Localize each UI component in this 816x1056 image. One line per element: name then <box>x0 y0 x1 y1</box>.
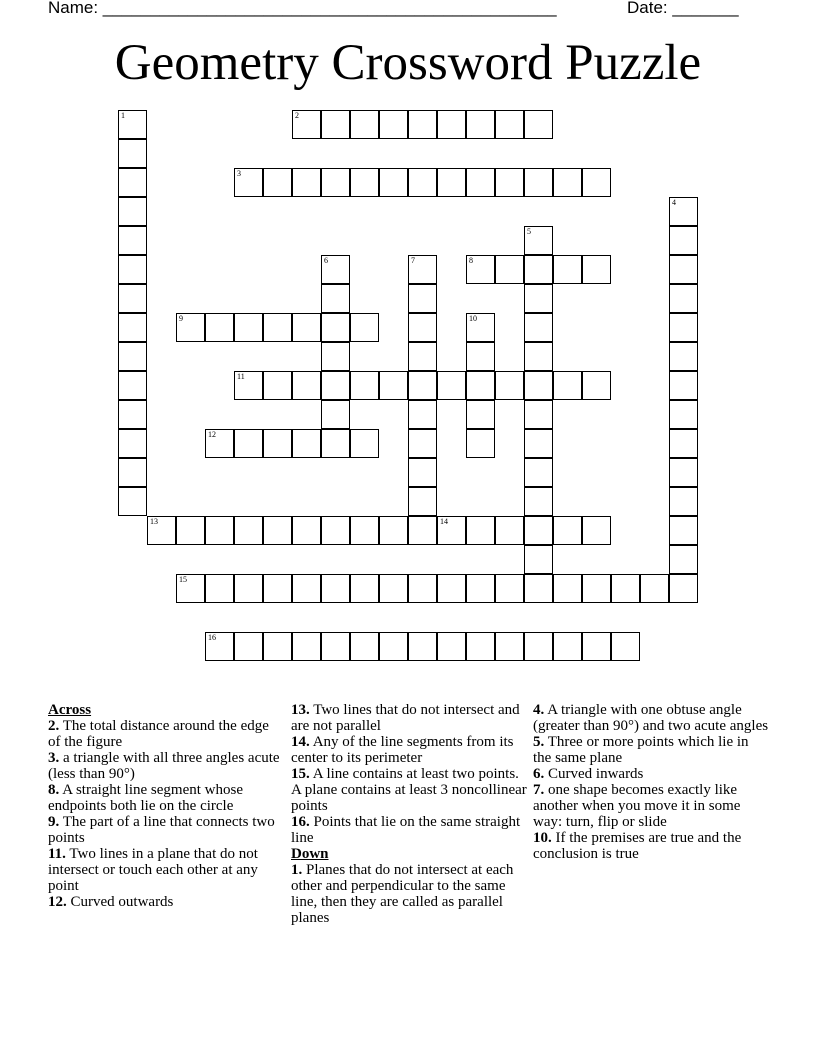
grid-cell[interactable] <box>321 371 350 400</box>
grid-cell[interactable] <box>350 110 379 139</box>
grid-cell[interactable] <box>379 632 408 661</box>
grid-cell[interactable] <box>524 342 553 371</box>
grid-cell[interactable] <box>292 632 321 661</box>
clues-column-1 <box>48 702 284 910</box>
grid-cell[interactable] <box>524 313 553 342</box>
clues-column-2 <box>291 702 527 926</box>
grid-cell[interactable] <box>524 429 553 458</box>
grid-cell[interactable] <box>292 516 321 545</box>
grid-cell[interactable] <box>263 168 292 197</box>
grid-cell[interactable] <box>553 168 582 197</box>
grid-cell[interactable] <box>234 313 263 342</box>
grid-cell[interactable] <box>524 632 553 661</box>
grid-cell[interactable] <box>234 168 263 197</box>
grid-cell[interactable] <box>118 226 147 255</box>
grid-cell[interactable] <box>669 313 698 342</box>
grid-cell[interactable] <box>408 284 437 313</box>
clue-text: Curved outwards <box>70 894 174 910</box>
grid-cell[interactable] <box>582 255 611 284</box>
grid-cell[interactable] <box>582 371 611 400</box>
grid-cell[interactable] <box>118 400 147 429</box>
grid-cell[interactable] <box>408 574 437 603</box>
grid-cell[interactable] <box>408 342 437 371</box>
grid-cell[interactable] <box>118 429 147 458</box>
grid-cell[interactable] <box>350 516 379 545</box>
grid-cell[interactable] <box>669 255 698 284</box>
grid-cell[interactable] <box>350 371 379 400</box>
cell-number: 16 <box>208 633 216 642</box>
grid-cell[interactable] <box>437 516 466 545</box>
cell-number: 4 <box>672 198 676 207</box>
grid-cell[interactable] <box>379 574 408 603</box>
grid-cell[interactable] <box>466 429 495 458</box>
cell-number: 5 <box>527 227 531 236</box>
clue-across-9 <box>48 814 284 846</box>
grid-cell[interactable] <box>553 632 582 661</box>
grid-cell[interactable] <box>611 574 640 603</box>
cell-number: 14 <box>440 517 448 526</box>
grid-cell[interactable] <box>495 110 524 139</box>
grid-cell[interactable] <box>321 110 350 139</box>
grid-cell[interactable] <box>582 516 611 545</box>
grid-cell[interactable] <box>408 313 437 342</box>
clue-across-12 <box>48 894 284 910</box>
grid-cell[interactable] <box>466 342 495 371</box>
clue-down-1 <box>291 862 527 926</box>
cell-number: 15 <box>179 575 187 584</box>
clue-across-13 <box>291 702 527 734</box>
grid-cell[interactable] <box>553 516 582 545</box>
clue-number: 9. <box>48 814 60 830</box>
clue-text: Planes that do not intersect at each other and perpendicular to the same line, then they are called as parallel planes <box>291 862 514 926</box>
grid-cell[interactable] <box>379 371 408 400</box>
grid-cell[interactable] <box>408 458 437 487</box>
grid-cell[interactable] <box>437 574 466 603</box>
grid-cell[interactable] <box>234 429 263 458</box>
clue-across-11 <box>48 846 284 894</box>
clue-across-15 <box>291 766 527 814</box>
grid-cell[interactable] <box>437 168 466 197</box>
cell-number: 9 <box>179 314 183 323</box>
grid-cell[interactable] <box>669 429 698 458</box>
grid-cell[interactable] <box>582 632 611 661</box>
grid-cell[interactable] <box>408 110 437 139</box>
grid-cell[interactable] <box>640 574 669 603</box>
grid-cell[interactable] <box>176 574 205 603</box>
clue-text: The part of a line that connects two points <box>48 814 275 846</box>
clue-text: If the premises are true and the conclusion is true <box>533 830 742 862</box>
grid-cell[interactable] <box>234 516 263 545</box>
clue-number: 1. <box>291 862 303 878</box>
grid-cell[interactable] <box>379 168 408 197</box>
clue-text: A straight line segment whose endpoints both lie on the circle <box>48 782 243 814</box>
clue-text: a triangle with all three angles acute (less than 90°) <box>48 750 280 782</box>
cell-number: 11 <box>237 372 245 381</box>
grid-cell[interactable] <box>408 400 437 429</box>
grid-cell[interactable] <box>669 226 698 255</box>
page-title: Geometry Crossword Puzzle <box>114 35 702 91</box>
clue-across-3 <box>48 750 284 782</box>
date-field-label[interactable]: Date: _______ <box>627 0 739 17</box>
grid-cell[interactable] <box>350 429 379 458</box>
grid-cell[interactable] <box>321 574 350 603</box>
grid-cell[interactable] <box>118 342 147 371</box>
grid-cell[interactable] <box>466 574 495 603</box>
grid-cell[interactable] <box>495 371 524 400</box>
clue-text: one shape becomes exactly like another when you move it in some way: turn, flip or slide <box>533 782 741 830</box>
grid-cell[interactable] <box>437 632 466 661</box>
grid-cell[interactable] <box>176 516 205 545</box>
grid-cell[interactable] <box>321 255 350 284</box>
grid-cell[interactable] <box>553 255 582 284</box>
grid-cell[interactable] <box>495 632 524 661</box>
grid-cell[interactable] <box>118 284 147 313</box>
clue-number: 12. <box>48 894 67 910</box>
grid-cell[interactable] <box>524 226 553 255</box>
grid-cell[interactable] <box>350 632 379 661</box>
grid-cell[interactable] <box>524 545 553 574</box>
grid-cell[interactable] <box>263 632 292 661</box>
grid-cell[interactable] <box>669 458 698 487</box>
grid-cell[interactable] <box>495 516 524 545</box>
grid-cell[interactable] <box>205 429 234 458</box>
clue-number: 15. <box>291 766 310 782</box>
grid-cell[interactable] <box>408 371 437 400</box>
grid-cell[interactable] <box>495 255 524 284</box>
grid-cell[interactable] <box>350 574 379 603</box>
clue-down-4 <box>533 702 769 734</box>
clue-number: 2. <box>48 718 60 734</box>
grid-cell[interactable] <box>466 168 495 197</box>
grid-cell[interactable] <box>611 632 640 661</box>
grid-cell[interactable] <box>495 168 524 197</box>
grid-cell[interactable] <box>263 371 292 400</box>
grid-cell[interactable] <box>147 516 176 545</box>
grid-cell[interactable] <box>408 487 437 516</box>
clue-number: 7. <box>533 782 545 798</box>
grid-cell[interactable] <box>379 516 408 545</box>
grid-cell[interactable] <box>118 168 147 197</box>
grid-cell[interactable] <box>118 487 147 516</box>
grid-cell[interactable] <box>495 574 524 603</box>
grid-cell[interactable] <box>263 516 292 545</box>
grid-cell[interactable] <box>466 313 495 342</box>
clue-across-16 <box>291 814 527 846</box>
grid-cell[interactable] <box>669 487 698 516</box>
grid-cell[interactable] <box>379 110 408 139</box>
clue-number: 11. <box>48 846 66 862</box>
clue-across-2 <box>48 718 284 750</box>
name-field-label[interactable]: Name: ________________________________________________ <box>48 0 557 17</box>
cell-number: 2 <box>295 111 299 120</box>
grid-cell[interactable] <box>524 487 553 516</box>
grid-cell[interactable] <box>118 197 147 226</box>
clue-text: A triangle with one obtuse angle (greater than 90°) and two acute angles <box>533 702 769 734</box>
grid-cell[interactable] <box>408 632 437 661</box>
grid-cell[interactable] <box>205 574 234 603</box>
grid-cell[interactable] <box>321 516 350 545</box>
grid-cell[interactable] <box>292 574 321 603</box>
grid-cell[interactable] <box>669 197 698 226</box>
grid-cell[interactable] <box>669 545 698 574</box>
clue-down-7 <box>533 782 769 830</box>
grid-cell[interactable] <box>466 110 495 139</box>
cell-number: 1 <box>121 111 125 120</box>
grid-cell[interactable] <box>524 371 553 400</box>
grid-cell[interactable] <box>263 574 292 603</box>
grid-cell[interactable] <box>350 313 379 342</box>
grid-cell[interactable] <box>118 139 147 168</box>
clue-text: Points that lie on the same straight line <box>291 814 521 846</box>
cell-number: 6 <box>324 256 328 265</box>
clue-across-14 <box>291 734 527 766</box>
clue-number: 10. <box>533 830 552 846</box>
grid-cell[interactable] <box>669 574 698 603</box>
grid-cell[interactable] <box>292 168 321 197</box>
down-heading: Down <box>291 846 329 862</box>
grid-cell[interactable] <box>408 255 437 284</box>
clue-number: 5. <box>533 734 545 750</box>
grid-cell[interactable] <box>118 110 147 139</box>
grid-cell[interactable] <box>118 371 147 400</box>
grid-cell[interactable] <box>118 458 147 487</box>
clue-number: 3. <box>48 750 60 766</box>
grid-cell[interactable] <box>524 574 553 603</box>
across-heading: Across <box>48 702 92 718</box>
grid-cell[interactable] <box>321 342 350 371</box>
clue-text: Curved inwards <box>548 766 644 782</box>
grid-cell[interactable] <box>321 632 350 661</box>
grid-cell[interactable] <box>263 313 292 342</box>
clue-text: The total distance around the edge of the figure <box>48 718 269 750</box>
cell-number: 7 <box>411 256 415 265</box>
cell-number: 12 <box>208 430 216 439</box>
grid-cell[interactable] <box>524 168 553 197</box>
grid-cell[interactable] <box>292 429 321 458</box>
cell-number: 3 <box>237 169 241 178</box>
grid-cell[interactable] <box>321 400 350 429</box>
clue-number: 13. <box>291 702 310 718</box>
clue-across-8 <box>48 782 284 814</box>
grid-cell[interactable] <box>466 400 495 429</box>
grid-cell[interactable] <box>408 168 437 197</box>
grid-cell[interactable] <box>292 313 321 342</box>
grid-cell[interactable] <box>466 371 495 400</box>
grid-cell[interactable] <box>321 313 350 342</box>
clue-text: A line contains at least two points. A plane contains at least 3 noncollinear points <box>291 766 527 814</box>
grid-cell[interactable] <box>321 284 350 313</box>
clue-number: 6. <box>533 766 545 782</box>
grid-cell[interactable] <box>118 313 147 342</box>
grid-cell[interactable] <box>466 255 495 284</box>
clue-down-6 <box>533 766 769 782</box>
grid-cell[interactable] <box>292 371 321 400</box>
grid-cell[interactable] <box>437 371 466 400</box>
grid-cell[interactable] <box>176 313 205 342</box>
grid-cell[interactable] <box>524 110 553 139</box>
grid-cell[interactable] <box>350 168 379 197</box>
grid-cell[interactable] <box>321 429 350 458</box>
clue-down-10 <box>533 830 769 862</box>
grid-cell[interactable] <box>669 516 698 545</box>
clue-number: 14. <box>291 734 310 750</box>
grid-cell[interactable] <box>205 313 234 342</box>
grid-cell[interactable] <box>669 371 698 400</box>
grid-cell[interactable] <box>321 168 350 197</box>
clue-text: Three or more points which lie in the same plane <box>533 734 749 766</box>
grid-cell[interactable] <box>292 110 321 139</box>
clue-number: 4. <box>533 702 545 718</box>
grid-cell[interactable] <box>669 342 698 371</box>
grid-cell[interactable] <box>234 574 263 603</box>
grid-cell[interactable] <box>669 400 698 429</box>
cell-number: 13 <box>150 517 158 526</box>
grid-cell[interactable] <box>205 516 234 545</box>
grid-cell[interactable] <box>466 516 495 545</box>
grid-cell[interactable] <box>524 255 553 284</box>
grid-cell[interactable] <box>524 284 553 313</box>
grid-cell[interactable] <box>669 284 698 313</box>
grid-cell[interactable] <box>437 110 466 139</box>
grid-cell[interactable] <box>466 632 495 661</box>
grid-cell[interactable] <box>234 371 263 400</box>
clues-column-3 <box>533 702 769 862</box>
clue-text: Two lines that do not intersect and are not parallel <box>291 702 520 734</box>
cell-number: 8 <box>469 256 473 265</box>
grid-cell[interactable] <box>524 458 553 487</box>
clue-down-5 <box>533 734 769 766</box>
grid-cell[interactable] <box>118 255 147 284</box>
cell-number: 10 <box>469 314 477 323</box>
grid-cell[interactable] <box>582 168 611 197</box>
grid-cell[interactable] <box>553 574 582 603</box>
grid-cell[interactable] <box>408 516 437 545</box>
grid-cell[interactable] <box>582 574 611 603</box>
grid-cell[interactable] <box>524 400 553 429</box>
grid-cell[interactable] <box>553 371 582 400</box>
clue-text: Any of the line segments from its center to its perimeter <box>291 734 514 766</box>
grid-cell[interactable] <box>234 632 263 661</box>
grid-cell[interactable] <box>263 429 292 458</box>
clue-text: Two lines in a plane that do not intersect or touch each other at any point <box>48 846 258 894</box>
grid-cell[interactable] <box>408 429 437 458</box>
clue-number: 16. <box>291 814 310 830</box>
grid-cell[interactable] <box>524 516 553 545</box>
clue-number: 8. <box>48 782 60 798</box>
grid-cell[interactable] <box>205 632 234 661</box>
